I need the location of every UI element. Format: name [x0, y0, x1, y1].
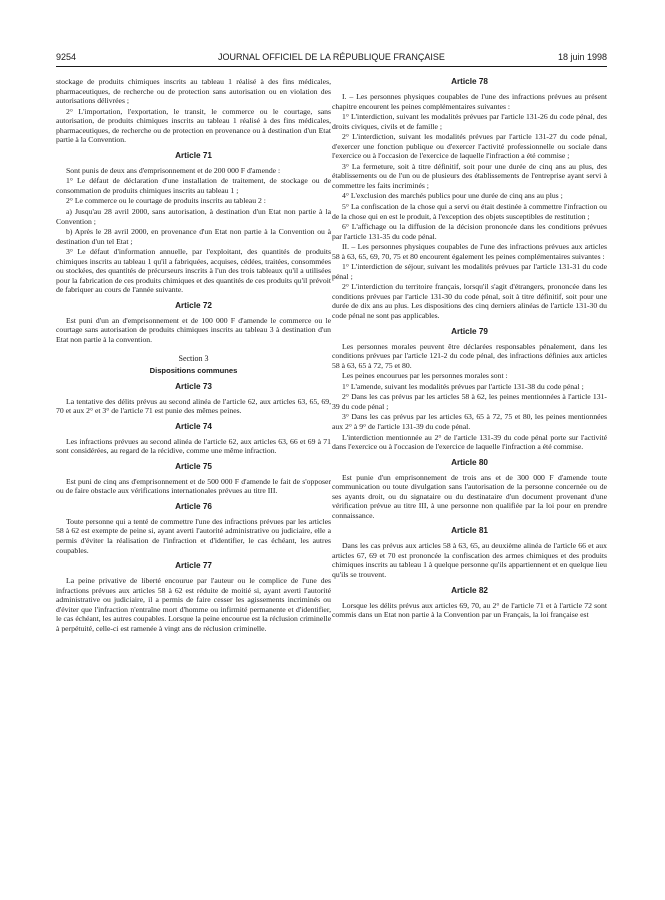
- paragraph: La peine privative de liberté encourue par l'auteur ou le complice de l'une des infractions prévues aux articles 58 à 62 est réduite de moitié si, ayant averti l'autorité administrative ou judiciaire, il a permis de faire cesser les agissements incriminés ou d'éviter que l'infraction n'entraîne mort d'homme ou infirmité permanente et d'identifier, le cas échéant, les autres coupables. Lorsque la peine encourue est la réclusion criminelle à perpétuité, celle-ci est ramenée à vingt ans de réclusion criminelle.: [56, 576, 331, 633]
- section-heading: Section 3: [178, 353, 209, 363]
- paragraph: 1° L'interdiction, suivant les modalités prévues par l'article 131-26 du code pénal, des droits civiques, civils et de famille ;: [332, 112, 607, 131]
- paragraph: Les personnes morales peuvent être déclarées responsables pénalement, dans les conditions prévues par l'article 121-2 du code pénal, des infractions définies aux articles 58 à 63, 65 à 72, 75 et 80.: [332, 341, 607, 370]
- paragraph: 2° Dans les cas prévus par les articles 58 à 62, les peines mentionnées à l'article 131-39 du code pénal ;: [332, 392, 607, 411]
- subsection-heading: Dispositions communes: [149, 365, 238, 375]
- article-heading: Article 75: [175, 461, 212, 471]
- paragraph: 2° L'importation, l'exportation, le transit, le commerce ou le courtage, sans autorisation, de produits chimiques inscrits au tableau 1 réalisé à des fins médicales, pharmaceutiques, de recherche ou de protection en provenance ou à destination d'un Etat partie à la Convention.: [56, 106, 331, 145]
- article-heading: Article 71: [175, 150, 212, 160]
- article-heading: Article 76: [175, 501, 212, 511]
- paragraph: 1° Le défaut de déclaration d'une installation de traitement, de stockage ou de consommation de produits chimiques inscrits au tableau 1 ;: [56, 176, 331, 195]
- page-number: 9254: [56, 52, 77, 62]
- paragraph: b) Après le 28 avril 2000, en provenance d'un Etat non partie à la Convention ou à destination d'un tel Etat ;: [56, 227, 331, 246]
- paragraph: Lorsque les délits prévus aux articles 69, 70, au 2° de l'article 71 et à l'article 72 sont commis dans un Etat non partie à la Convention par un Français, la loi française est: [332, 600, 607, 620]
- article-heading: Article 82: [451, 585, 488, 595]
- right-column: [332, 77, 607, 621]
- paragraph: 1° L'amende, suivant les modalités prévues par l'article 131-38 du code pénal ;: [342, 381, 584, 391]
- paragraph: Sont punis de deux ans d'emprisonnement et de 200 000 F d'amende :: [66, 165, 281, 175]
- publication-date: 18 juin 1998: [557, 52, 607, 62]
- paragraph: 1° L'interdiction de séjour, suivant les modalités prévues par l'article 131-31 du code pénal ;: [332, 262, 607, 281]
- paragraph: 6° L'affichage ou la diffusion de la décision prononcée dans les conditions prévues par l'article 131-35 du code pénal.: [332, 222, 607, 241]
- paragraph-continued: stockage de produits chimiques inscrits au tableau 1 réalisé à des fins médicales, pharmaceutiques, de recherche ou de protection sans autorisation ou en violation des autorisations délivrées ;: [56, 77, 331, 106]
- article-heading: Article 73: [175, 381, 212, 391]
- article-heading: Article 74: [175, 421, 212, 431]
- left-column: [56, 77, 331, 634]
- paragraph: 2° L'interdiction du territoire français, lorsqu'il s'agit d'étrangers, prononcée dans les conditions prévues par l'article 131-30 du code pénal, soit à titre définitif, soit pour une durée de dix ans au plus. Les dispositions des cinq derniers alinéas de l'article 131-30 du code pénal ne sont pas applicables.: [332, 282, 607, 321]
- article-heading: Article 78: [451, 77, 488, 86]
- paragraph: Est puni de cinq ans d'emprisonnement et de 500 000 F d'amende le fait de s'opposer ou de faire obstacle aux vérifications internationales prévues au titre III.: [56, 476, 331, 496]
- header-rule: [56, 66, 607, 67]
- article-heading: Article 79: [451, 326, 488, 336]
- paragraph: Est puni d'un an d'emprisonnement et de 100 000 F d'amende le commerce ou le courtage sans autorisation de produits chimiques inscrits au tableau 3 à destination d'un Etat non partie à la convention.: [56, 315, 331, 345]
- article-heading: Article 80: [451, 457, 488, 467]
- paragraph: 5° La confiscation de la chose qui a servi ou était destinée à commettre l'infraction ou de la chose qui en est le produit, à l'exception des objets susceptibles de restitution ;: [332, 202, 607, 221]
- paragraph: La tentative des délits prévus au second alinéa de l'article 62, aux articles 63, 65, 69, 70 et aux 2° et 3° de l'article 71 est punie des mêmes peines.: [56, 396, 331, 416]
- paragraph: 3° Le défaut d'information annuelle, par l'exploitant, des quantités de produits chimiques inscrits au tableau 1 qu'il a fabriquées, acquises, cédées, traitées, consommées ou stockées, des quantités de précurseurs inscrits à l'un des trois tableaux qu'il a utilisées pour la fabrication de ces produits chimiques et des quantités de ces produits qu'il prévoit de fabriquer au cours de l'année suivante.: [56, 247, 331, 295]
- paragraph: 2° Le commerce ou le courtage de produits inscrits au tableau 2 :: [66, 196, 266, 206]
- paragraph: II. – Les personnes physiques coupables de l'une des infractions prévues aux articles 58 à 63, 65, 69, 70, 75 et 80 encourent également les peines complémentaires suivantes :: [332, 242, 607, 261]
- paragraph: a) Jusqu'au 28 avril 2000, sans autorisation, à destination d'un Etat non partie à la Convention ;: [56, 207, 331, 226]
- article-heading: Article 81: [451, 526, 488, 536]
- paragraph: Les peines encourues par les personnes morales sont :: [342, 371, 508, 381]
- paragraph: Dans les cas prévus aux articles 58 à 63, 65, au deuxième alinéa de l'article 66 et aux articles 67, 69 et 70 est prononcée la confiscation des armes chimiques et des produits chimiques inscrits au tableau 1 à quelque personne qu'ils appartiennent et en quelque lieu qu'ils se trouvent.: [332, 541, 607, 579]
- paragraph: L'interdiction mentionnée au 2° de l'article 131-39 du code pénal porte sur l'activité dans l'exercice ou à l'occasion de l'exercice de laquelle l'infraction a été commise.: [332, 432, 607, 452]
- paragraph: Les infractions prévues au second alinéa de l'article 62, aux articles 63, 66 et 69 à 71 sont considérées, au regard de la récidive, comme une même infraction.: [56, 436, 331, 456]
- article-heading: Article 77: [175, 561, 212, 571]
- paragraph: Toute personne qui a tenté de commettre l'une des infractions prévues par les articles 58 à 62 est exempte de peine si, ayant averti l'autorité administrative ou judiciaire, elle a permis d'éviter la réalisation de l'infraction et d'identifier, le cas échéant, les autres coupables.: [56, 516, 331, 555]
- paragraph: 3° Dans les cas prévus par les articles 63, 65 à 72, 75 et 80, les peines mentionnées aux 2° à 9° de l'article 131-39 du code pénal.: [332, 412, 607, 431]
- paragraph: Est punie d'un emprisonnement de trois ans et de 300 000 F d'amende toute communication ou toute divulgation sans l'autorisation de la personne concernée ou de ses ayants droit, ou du signataire ou du destinataire d'un document provenant d'une vérification prévue au titre III, à une personne non qualifiée par la loi pour en prendre connaissance.: [332, 472, 607, 520]
- paragraph: 3° La fermeture, soit à titre définitif, soit pour une durée de cinq ans au plus, des établissements ou de l'un ou de plusieurs des établissements de l'entreprise ayant servi à commettre les faits incriminés ;: [332, 161, 607, 190]
- page-header: [56, 52, 607, 66]
- journal-title: JOURNAL OFFICIEL DE LA RÉPUBLIQUE FRANÇAISE: [218, 52, 445, 62]
- article-heading: Article 72: [175, 300, 212, 310]
- paragraph: I. – Les personnes physiques coupables de l'une des infractions prévues au présent chapitre encourent les peines complémentaires suivantes :: [332, 92, 607, 111]
- paragraph: 4° L'exclusion des marchés publics pour une durée de cinq ans au plus ;: [342, 191, 563, 201]
- paragraph: 2° L'interdiction, suivant les modalités prévues par l'article 131-27 du code pénal, d'exercer une fonction publique ou d'exercer l'activité professionnelle ou sociale dans l'exercice ou à l'occasion de l'exercice de laquelle l'infraction a été commise ;: [332, 132, 607, 161]
